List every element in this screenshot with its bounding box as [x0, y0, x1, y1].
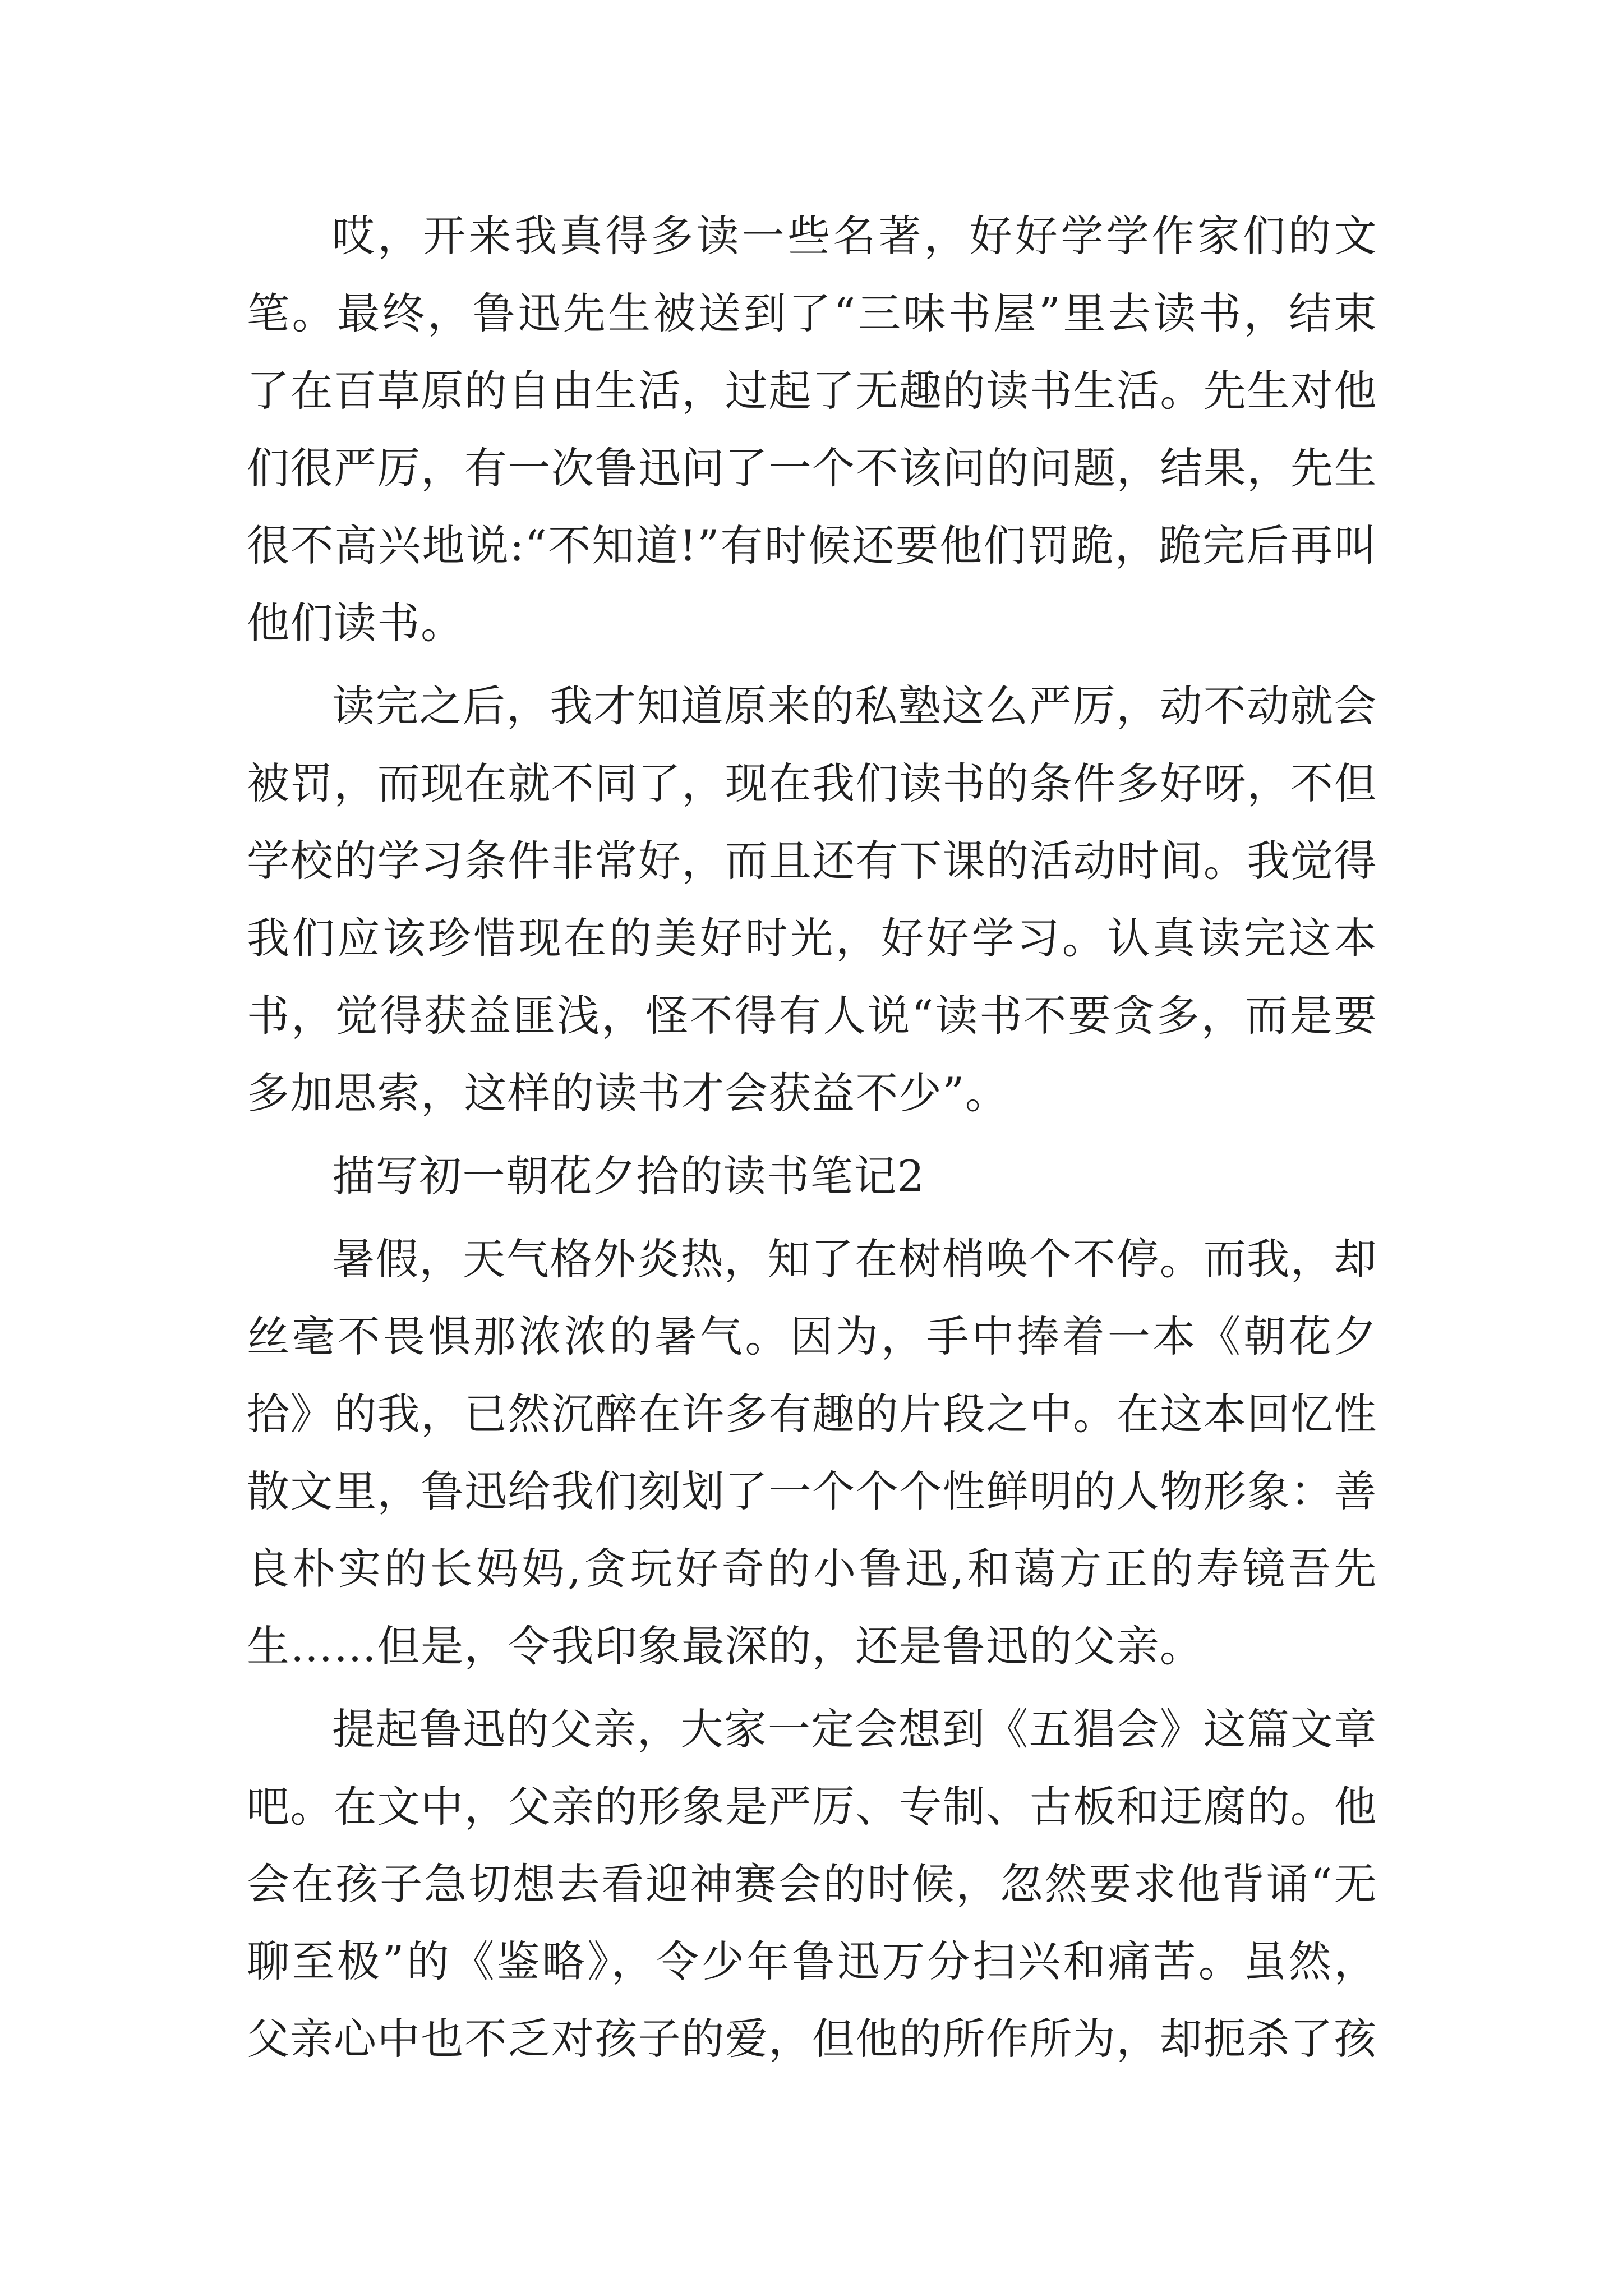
paragraph: 提起鲁迅的父亲，大家一定会想到《五猖会》这篇文章吧。在文中，父亲的形象是严厉、专制、古板和迂腐的。他会在孩子急切想去看迎神赛会的时候，忽然要求他背诵“无聊至极”的《鉴略》，令少年鲁迅万分扫兴和痛苦。虽然，父亲心中也不乏对孩子的爱，但他的所作所为，却扼杀了孩 — [247, 1704, 1377, 2064]
document-body — [247, 197, 1377, 2083]
section-title: 描写初一朝花夕拾的读书笔记2 — [332, 1151, 925, 1201]
paragraph: 读完之后，我才知道原来的私塾这么严厉，动不动就会被罚，而现在就不同了，现在我们读书的条件多好呀，不但学校的学习条件非常好，而且还有下课的活动时间。我觉得我们应该珍惜现在的美好时光，好好学习。认真读完这本书，觉得获益匪浅，怪不得有人说“读书不要贪多，而是要多加思索，这样的读书才会获益不少”。 — [247, 681, 1377, 1118]
paragraph: 暑假，天气格外炎热，知了在树梢唤个不停。而我，却丝毫不畏惧那浓浓的暑气。因为，手中捧着一本《朝花夕拾》的我，已然沉醉在许多有趣的片段之中。在这本回忆性散文里，鲁迅给我们刻划了一个个个性鲜明的人物形象：善良朴实的长妈妈,贪玩好奇的小鲁迅,和蔼方正的寿镜吾先生……但是，令我印象最深的，还是鲁迅的父亲。 — [247, 1234, 1377, 1671]
paragraph: 哎，开来我真得多读一些名著，好好学学作家们的文笔。最终，鲁迅先生被送到了“三味书屋”里去读书，结束了在百草原的自由生活，过起了无趣的读书生活。先生对他们很严厉，有一次鲁迅问了一个不该问的问题，结果，先生很不高兴地说:“不知道!”有时候还要他们罚跪，跪完后再叫他们读书。 — [247, 211, 1377, 648]
